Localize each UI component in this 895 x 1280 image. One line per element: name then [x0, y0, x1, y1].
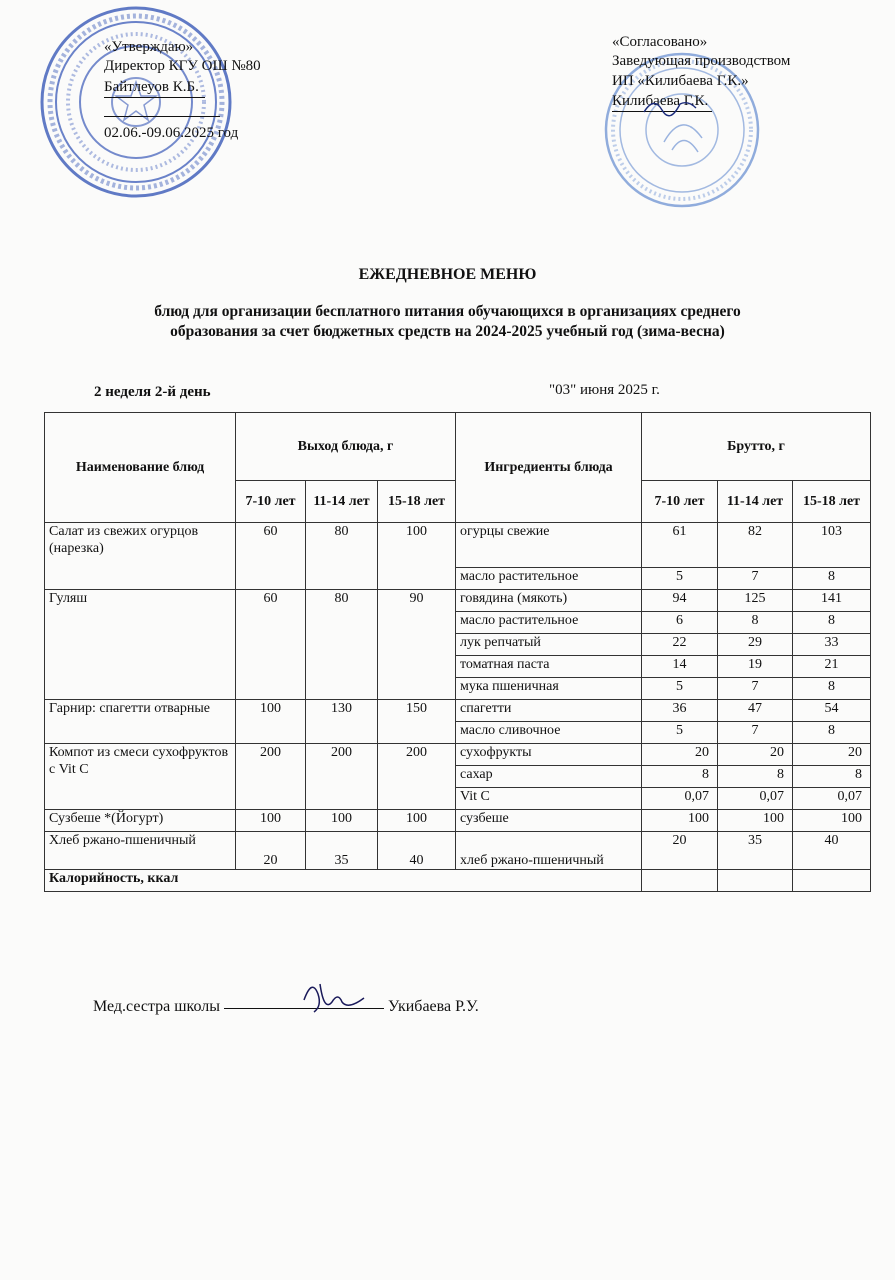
output-value: 80	[306, 590, 378, 700]
brutto-value: 21	[793, 656, 871, 678]
brutto-value: 20	[642, 832, 718, 870]
brutto-value: 94	[642, 590, 718, 612]
brutto-value: 6	[642, 612, 718, 634]
brutto-value: 5	[642, 568, 718, 590]
production-head-signature	[640, 92, 700, 122]
table-row	[45, 523, 871, 568]
brutto-value: 8	[718, 612, 793, 634]
output-value: 100	[236, 700, 306, 744]
output-value: 200	[306, 744, 378, 810]
calories-value	[642, 870, 718, 892]
output-value: 80	[306, 523, 378, 590]
header-output: Выход блюда, г	[236, 413, 456, 481]
brutto-value: 100	[718, 810, 793, 832]
calories-label: Калорийность, ккал	[45, 870, 642, 892]
ingredient-name: масло растительное	[456, 612, 642, 634]
brutto-value: 8	[793, 722, 871, 744]
brutto-value: 20	[793, 744, 871, 766]
output-value: 60	[236, 523, 306, 590]
brutto-value: 103	[793, 523, 871, 568]
brutto-value: 40	[793, 832, 871, 870]
brutto-value: 8	[793, 766, 871, 788]
calories-value	[718, 870, 793, 892]
director-signature-line	[104, 116, 220, 117]
brutto-value: 36	[642, 700, 718, 722]
output-value: 100	[236, 810, 306, 832]
brutto-value: 20	[718, 744, 793, 766]
brutto-value: 0,07	[718, 788, 793, 810]
director-name: Байтлеуов К.Б.	[104, 78, 205, 98]
ingredient-name: хлеб ржано-пшеничный	[456, 832, 642, 870]
header-ingredients: Ингредиенты блюда	[456, 413, 642, 523]
nurse-name: Укибаева Р.У.	[388, 998, 479, 1015]
calories-value	[793, 870, 871, 892]
ingredient-name: огурцы свежие	[456, 523, 642, 568]
dish-name: Салат из свежих огурцов (нарезка)	[45, 523, 236, 590]
ingredient-name: лук репчатый	[456, 634, 642, 656]
brutto-value: 35	[718, 832, 793, 870]
subtitle-line-2: образования за счет бюджетных средств на 2024-2025 учебный год (зима-весна)	[170, 323, 725, 340]
week-day: 2 неделя 2-й день	[94, 384, 211, 400]
output-value: 60	[236, 590, 306, 700]
brutto-value: 22	[642, 634, 718, 656]
brutto-value: 5	[642, 722, 718, 744]
brutto-value: 14	[642, 656, 718, 678]
school-seal-stamp	[38, 4, 234, 200]
header-brutto-age-11-14: 11-14 лет	[718, 481, 793, 523]
output-value: 20	[236, 832, 306, 870]
brutto-value: 0,07	[793, 788, 871, 810]
output-value: 35	[306, 832, 378, 870]
ingredient-name: сузбеше	[456, 810, 642, 832]
table-row	[45, 832, 871, 870]
table-row	[45, 810, 871, 832]
nurse-signature	[294, 972, 374, 1018]
nurse-role: Мед.сестра школы	[93, 998, 221, 1015]
brutto-value: 125	[718, 590, 793, 612]
ingredient-name: спагетти	[456, 700, 642, 722]
output-value: 100	[306, 810, 378, 832]
brutto-value: 61	[642, 523, 718, 568]
ingredient-name: мука пшеничная	[456, 678, 642, 700]
brutto-value: 33	[793, 634, 871, 656]
agreed-label: «Согласовано»	[612, 34, 708, 50]
table-row	[45, 590, 871, 612]
ingredient-name: масло сливочное	[456, 722, 642, 744]
output-value: 150	[378, 700, 456, 744]
brutto-value: 100	[642, 810, 718, 832]
director-title: Директор КГУ ОШ №80	[104, 58, 261, 74]
brutto-value: 7	[718, 678, 793, 700]
dish-name: Сузбеше *(Йогурт)	[45, 810, 236, 832]
brutto-value: 8	[642, 766, 718, 788]
brutto-value: 47	[718, 700, 793, 722]
output-value: 200	[378, 744, 456, 810]
brutto-value: 0,07	[642, 788, 718, 810]
header-brutto: Брутто, г	[642, 413, 871, 481]
ingredient-name: сухофрукты	[456, 744, 642, 766]
ingredient-name: масло растительное	[456, 568, 642, 590]
brutto-value: 8	[793, 678, 871, 700]
company-name: ИП «Килибаева Г.К.»	[612, 73, 749, 89]
menu-date: "03" июня 2025 г.	[549, 382, 660, 398]
brutto-value: 20	[642, 744, 718, 766]
output-value: 130	[306, 700, 378, 744]
output-value: 90	[378, 590, 456, 700]
calories-row	[45, 870, 871, 892]
brutto-value: 7	[718, 722, 793, 744]
brutto-value: 8	[793, 612, 871, 634]
header-age-15-18: 15-18 лет	[378, 481, 456, 523]
brutto-value: 54	[793, 700, 871, 722]
dish-name: Гуляш	[45, 590, 236, 700]
header-brutto-age-15-18: 15-18 лет	[793, 481, 871, 523]
production-head-title: Заведующая производством	[612, 53, 791, 69]
header-brutto-age-7-10: 7-10 лет	[642, 481, 718, 523]
output-value: 100	[378, 523, 456, 590]
ingredient-name: Vit C	[456, 788, 642, 810]
subtitle-line-1: блюд для организации бесплатного питания обучающихся в организациях среднего	[154, 303, 741, 320]
page-title: ЕЖЕДНЕВНОЕ МЕНЮ	[358, 266, 537, 283]
ingredient-name: говядина (мякоть)	[456, 590, 642, 612]
output-value: 200	[236, 744, 306, 810]
output-value: 40	[378, 832, 456, 870]
dish-name: Гарнир: спагетти отварные	[45, 700, 236, 744]
ingredient-name: сахар	[456, 766, 642, 788]
brutto-value: 7	[718, 568, 793, 590]
production-head-name: Килибаева Г.К.	[612, 92, 712, 112]
table-row	[45, 700, 871, 722]
brutto-value: 82	[718, 523, 793, 568]
nurse-signature-block	[93, 998, 479, 1016]
brutto-value: 29	[718, 634, 793, 656]
approve-label: «Утверждаю»	[104, 39, 194, 55]
brutto-value: 5	[642, 678, 718, 700]
brutto-value: 8	[718, 766, 793, 788]
dish-name: Компот из смеси сухофруктов с Vit C	[45, 744, 236, 810]
header-dish-name: Наименование блюд	[45, 413, 236, 523]
header-age-7-10: 7-10 лет	[236, 481, 306, 523]
table-row	[45, 744, 871, 766]
brutto-value: 19	[718, 656, 793, 678]
brutto-value: 100	[793, 810, 871, 832]
ingredient-name: томатная паста	[456, 656, 642, 678]
header-age-11-14: 11-14 лет	[306, 481, 378, 523]
output-value: 100	[378, 810, 456, 832]
dish-name: Хлеб ржано-пшеничный	[45, 832, 236, 870]
brutto-value: 8	[793, 568, 871, 590]
menu-table	[44, 412, 871, 892]
approval-period: 02.06.-09.06.2025 год	[104, 125, 239, 141]
brutto-value: 141	[793, 590, 871, 612]
